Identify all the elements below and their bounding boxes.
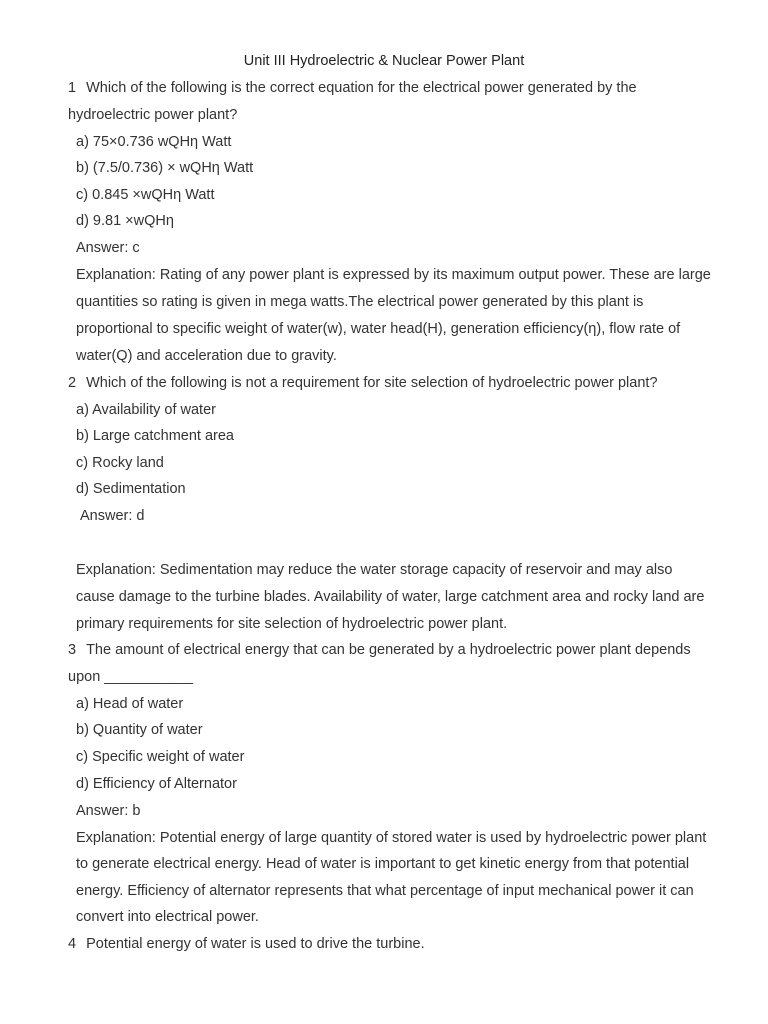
- question-3-explanation-line-1: Explanation: Potential energy of large quantity of stored water is used by hydroelectric power plant: [76, 830, 707, 846]
- question-1-explanation-line-4: water(Q) and acceleration due to gravity.: [76, 348, 337, 364]
- question-4-line-1: [68, 935, 425, 953]
- question-1-explanation-line-2: quantities so rating is given in mega watts.The electrical power generated by this plant is: [76, 294, 644, 310]
- question-text: Which of the following is not a requirement for site selection of hydroelectric power plant?: [86, 375, 658, 391]
- question-3-option-c: c) Specific weight of water: [76, 749, 245, 765]
- question-3-line-1: [68, 641, 691, 659]
- question-3-option-a: a) Head of water: [76, 696, 184, 712]
- question-text: Potential energy of water is used to drive the turbine.: [86, 936, 425, 952]
- question-number: 3: [68, 642, 77, 658]
- question-3-explanation-line-3: energy. Efficiency of alternator represents that what percentage of input mechanical power it can: [76, 883, 694, 899]
- question-3-explanation-line-4: convert into electrical power.: [76, 909, 259, 925]
- question-2-option-b: b) Large catchment area: [76, 428, 234, 444]
- question-number: 4: [68, 936, 77, 952]
- question-1-option-c: c) 0.845 ×wQHη Watt: [76, 187, 215, 203]
- question-3-explanation-line-2: to generate electrical energy. Head of water is important to get kinetic energy from that potential: [76, 856, 690, 872]
- question-number: 2: [68, 375, 77, 391]
- question-2-line-1: [68, 374, 658, 392]
- question-1-option-d: d) 9.81 ×wQHη: [76, 213, 174, 229]
- question-text: The amount of electrical energy that can be generated by a hydroelectric power plant depends: [86, 642, 691, 658]
- question-2-option-c: c) Rocky land: [76, 455, 164, 471]
- question-1-explanation-line-1: Explanation: Rating of any power plant is expressed by its maximum output power. These are large: [76, 267, 711, 283]
- question-2-explanation-line-3: primary requirements for site selection of hydroelectric power plant.: [76, 616, 508, 632]
- question-2-explanation-line-2: cause damage to the turbine blades. Availability of water, large catchment area and rocky land are: [76, 589, 705, 605]
- question-2-explanation-line-1: Explanation: Sedimentation may reduce the water storage capacity of reservoir and may also: [76, 562, 673, 578]
- question-3-option-d: d) Efficiency of Alternator: [76, 776, 237, 792]
- question-1-option-b: b) (7.5/0.736) × wQHη Watt: [76, 160, 254, 176]
- question-2-option-d: d) Sedimentation: [76, 481, 186, 497]
- question-2-answer: Answer: d: [80, 508, 145, 524]
- question-3-line-2: upon ___________: [68, 669, 193, 685]
- question-1-answer: Answer: c: [76, 240, 140, 256]
- question-1-option-a: a) 75×0.736 wQHη Watt: [76, 134, 232, 150]
- question-1-line-1: [68, 79, 637, 97]
- question-1-line-2: hydroelectric power plant?: [68, 107, 238, 123]
- question-3-option-b: b) Quantity of water: [76, 722, 203, 738]
- page-title: Unit III Hydroelectric & Nuclear Power Plant: [243, 53, 525, 69]
- question-3-answer: Answer: b: [76, 803, 141, 819]
- question-text: Which of the following is the correct equation for the electrical power generated by the: [86, 80, 637, 96]
- question-1-explanation-line-3: proportional to specific weight of water(w), water head(H), generation efficiency(η), flow rate of: [76, 321, 681, 337]
- question-2-option-a: a) Availability of water: [76, 402, 216, 418]
- question-number: 1: [68, 80, 77, 96]
